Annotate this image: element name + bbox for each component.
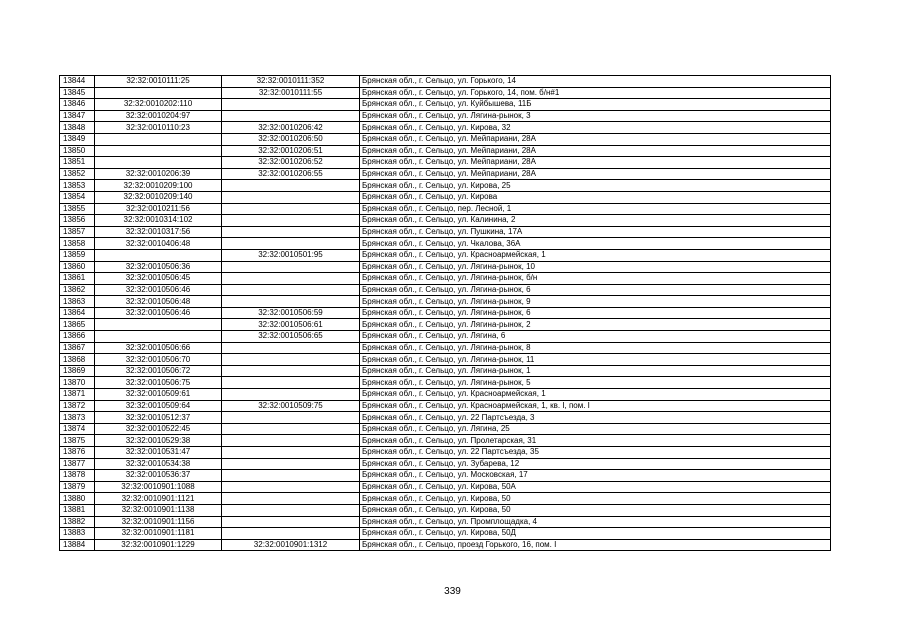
row-number-cell: 13857 xyxy=(60,226,95,238)
row-number-cell: 13873 xyxy=(60,412,95,424)
land-cadastral-number-cell: 32:32:0010509:64 xyxy=(95,400,222,412)
object-cadastral-number-cell xyxy=(222,342,360,354)
object-cadastral-number-cell xyxy=(222,377,360,389)
address-cell: Брянская обл., г. Сельцо, ул. Лягина-рынок, 11 xyxy=(360,354,831,366)
row-number-cell: 13870 xyxy=(60,377,95,389)
row-number-cell: 13872 xyxy=(60,400,95,412)
land-cadastral-number-cell: 32:32:0010506:46 xyxy=(95,284,222,296)
land-cadastral-number-cell: 32:32:0010531:47 xyxy=(95,447,222,459)
object-cadastral-number-cell xyxy=(222,238,360,250)
table-row xyxy=(60,203,831,215)
land-cadastral-number-cell: 32:32:0010536:37 xyxy=(95,470,222,482)
object-cadastral-number-cell: 32:32:0010506:65 xyxy=(222,331,360,343)
address-cell: Брянская обл., г. Сельцо, ул. Лягина, 25 xyxy=(360,423,831,435)
object-cadastral-number-cell xyxy=(222,191,360,203)
row-number-cell: 13845 xyxy=(60,87,95,99)
object-cadastral-number-cell xyxy=(222,354,360,366)
object-cadastral-number-cell xyxy=(222,447,360,459)
table-row xyxy=(60,191,831,203)
page-number: 339 xyxy=(444,586,461,597)
table-row xyxy=(60,296,831,308)
table-row xyxy=(60,307,831,319)
row-number-cell: 13878 xyxy=(60,470,95,482)
address-cell: Брянская обл., г. Сельцо, ул. Лягина-рынок, 6 xyxy=(360,307,831,319)
object-cadastral-number-cell xyxy=(222,493,360,505)
address-cell: Брянская обл., г. Сельцо, ул. Лягина-рынок, 5 xyxy=(360,377,831,389)
address-cell: Брянская обл., г. Сельцо, ул. Лягина-рынок, 1 xyxy=(360,365,831,377)
table-row xyxy=(60,504,831,516)
land-cadastral-number-cell xyxy=(95,145,222,157)
object-cadastral-number-cell xyxy=(222,273,360,285)
table-row xyxy=(60,516,831,528)
table-row xyxy=(60,389,831,401)
table-row xyxy=(60,331,831,343)
land-cadastral-number-cell: 32:32:0010534:38 xyxy=(95,458,222,470)
table-row xyxy=(60,528,831,540)
land-cadastral-number-cell: 32:32:0010202:110 xyxy=(95,99,222,111)
table-row xyxy=(60,423,831,435)
table-row xyxy=(60,110,831,122)
land-cadastral-number-cell: 32:32:0010506:36 xyxy=(95,261,222,273)
row-number-cell: 13848 xyxy=(60,122,95,134)
land-cadastral-number-cell: 32:32:0010512:37 xyxy=(95,412,222,424)
land-cadastral-number-cell: 32:32:0010406:48 xyxy=(95,238,222,250)
table-row xyxy=(60,133,831,145)
land-cadastral-number-cell: 32:32:0010522:45 xyxy=(95,423,222,435)
address-cell: Брянская обл., г. Сельцо, ул. Кирова, 50Д xyxy=(360,528,831,540)
land-cadastral-number-cell: 32:32:0010206:39 xyxy=(95,168,222,180)
table-row xyxy=(60,180,831,192)
object-cadastral-number-cell xyxy=(222,504,360,516)
address-cell: Брянская обл., г. Сельцо, ул. Кирова, 50 xyxy=(360,504,831,516)
row-number-cell: 13844 xyxy=(60,76,95,88)
row-number-cell: 13860 xyxy=(60,261,95,273)
object-cadastral-number-cell: 32:32:0010506:59 xyxy=(222,307,360,319)
object-cadastral-number-cell: 32:32:0010509:75 xyxy=(222,400,360,412)
table-row xyxy=(60,76,831,88)
object-cadastral-number-cell xyxy=(222,423,360,435)
land-cadastral-number-cell: 32:32:0010506:66 xyxy=(95,342,222,354)
row-number-cell: 13880 xyxy=(60,493,95,505)
land-cadastral-number-cell: 32:32:0010317:56 xyxy=(95,226,222,238)
object-cadastral-number-cell xyxy=(222,261,360,273)
table-row xyxy=(60,99,831,111)
address-cell: Брянская обл., г. Сельцо, ул. Лягина, 6 xyxy=(360,331,831,343)
row-number-cell: 13846 xyxy=(60,99,95,111)
address-cell: Брянская обл., г. Сельцо, ул. Красноармейская, 1, кв. I, пом. I xyxy=(360,400,831,412)
object-cadastral-number-cell: 32:32:0010111:55 xyxy=(222,87,360,99)
address-cell: Брянская обл., г. Сельцо, ул. Кирова, 50А xyxy=(360,481,831,493)
row-number-cell: 13867 xyxy=(60,342,95,354)
table-row xyxy=(60,261,831,273)
object-cadastral-number-cell xyxy=(222,458,360,470)
table-row xyxy=(60,493,831,505)
table-row xyxy=(60,400,831,412)
table-row xyxy=(60,377,831,389)
row-number-cell: 13859 xyxy=(60,249,95,261)
land-cadastral-number-cell: 32:32:0010211:56 xyxy=(95,203,222,215)
address-cell: Брянская обл., г. Сельцо, ул. Московская, 17 xyxy=(360,470,831,482)
row-number-cell: 13862 xyxy=(60,284,95,296)
table-row xyxy=(60,470,831,482)
row-number-cell: 13882 xyxy=(60,516,95,528)
object-cadastral-number-cell: 32:32:0010206:50 xyxy=(222,133,360,145)
table-row xyxy=(60,238,831,250)
address-cell: Брянская обл., г. Сельцо, ул. Лягина-рынок, 6 xyxy=(360,284,831,296)
row-number-cell: 13852 xyxy=(60,168,95,180)
address-cell: Брянская обл., г. Сельцо, ул. Куйбышева, 11Б xyxy=(360,99,831,111)
row-number-cell: 13850 xyxy=(60,145,95,157)
registry-table xyxy=(59,75,831,551)
land-cadastral-number-cell: 32:32:0010506:70 xyxy=(95,354,222,366)
row-number-cell: 13863 xyxy=(60,296,95,308)
address-cell: Брянская обл., г. Сельцо, ул. Мейпариани, 28А xyxy=(360,133,831,145)
row-number-cell: 13856 xyxy=(60,215,95,227)
land-cadastral-number-cell: 32:32:0010509:61 xyxy=(95,389,222,401)
row-number-cell: 13858 xyxy=(60,238,95,250)
address-cell: Брянская обл., г. Сельцо, ул. Лягина-рынок, 8 xyxy=(360,342,831,354)
land-cadastral-number-cell xyxy=(95,319,222,331)
land-cadastral-number-cell: 32:32:0010111:25 xyxy=(95,76,222,88)
land-cadastral-number-cell: 32:32:0010506:72 xyxy=(95,365,222,377)
registry-table-body xyxy=(60,76,831,551)
row-number-cell: 13853 xyxy=(60,180,95,192)
land-cadastral-number-cell: 32:32:0010209:140 xyxy=(95,191,222,203)
object-cadastral-number-cell: 32:32:0010506:61 xyxy=(222,319,360,331)
row-number-cell: 13879 xyxy=(60,481,95,493)
object-cadastral-number-cell xyxy=(222,412,360,424)
object-cadastral-number-cell xyxy=(222,481,360,493)
table-row xyxy=(60,226,831,238)
land-cadastral-number-cell: 32:32:0010529:38 xyxy=(95,435,222,447)
row-number-cell: 13869 xyxy=(60,365,95,377)
land-cadastral-number-cell: 32:32:0010901:1121 xyxy=(95,493,222,505)
object-cadastral-number-cell xyxy=(222,435,360,447)
row-number-cell: 13861 xyxy=(60,273,95,285)
table-row xyxy=(60,365,831,377)
address-cell: Брянская обл., г. Сельцо, ул. Промплощадка, 4 xyxy=(360,516,831,528)
address-cell: Брянская обл., г. Сельцо, ул. Лягина-рынок, 10 xyxy=(360,261,831,273)
address-cell: Брянская обл., г. Сельцо, ул. Кирова, 32 xyxy=(360,122,831,134)
address-cell: Брянская обл., г. Сельцо, ул. Мейпариани, 28А xyxy=(360,157,831,169)
land-cadastral-number-cell: 32:32:0010110:23 xyxy=(95,122,222,134)
land-cadastral-number-cell xyxy=(95,331,222,343)
table-row xyxy=(60,481,831,493)
object-cadastral-number-cell: 32:32:0010501:95 xyxy=(222,249,360,261)
land-cadastral-number-cell: 32:32:0010314:102 xyxy=(95,215,222,227)
land-cadastral-number-cell: 32:32:0010901:1138 xyxy=(95,504,222,516)
land-cadastral-number-cell xyxy=(95,133,222,145)
address-cell: Брянская обл., г. Сельцо, ул. 22 Партсъезда, 35 xyxy=(360,447,831,459)
table-row xyxy=(60,458,831,470)
row-number-cell: 13864 xyxy=(60,307,95,319)
address-cell: Брянская обл., г. Сельцо, ул. Лягина-рынок, 9 xyxy=(360,296,831,308)
object-cadastral-number-cell xyxy=(222,226,360,238)
address-cell: Брянская обл., г. Сельцо, проезд Горького, 16, пом. I xyxy=(360,539,831,551)
land-cadastral-number-cell xyxy=(95,249,222,261)
land-cadastral-number-cell: 32:32:0010506:48 xyxy=(95,296,222,308)
row-number-cell: 13881 xyxy=(60,504,95,516)
table-row xyxy=(60,168,831,180)
address-cell: Брянская обл., г. Сельцо, ул. Чкалова, 36А xyxy=(360,238,831,250)
row-number-cell: 13847 xyxy=(60,110,95,122)
row-number-cell: 13871 xyxy=(60,389,95,401)
land-cadastral-number-cell: 32:32:0010901:1156 xyxy=(95,516,222,528)
address-cell: Брянская обл., г. Сельцо, ул. Красноармейская, 1 xyxy=(360,249,831,261)
object-cadastral-number-cell: 32:32:0010111:352 xyxy=(222,76,360,88)
object-cadastral-number-cell xyxy=(222,365,360,377)
row-number-cell: 13874 xyxy=(60,423,95,435)
table-row xyxy=(60,145,831,157)
object-cadastral-number-cell xyxy=(222,215,360,227)
land-cadastral-number-cell: 32:32:0010901:1181 xyxy=(95,528,222,540)
address-cell: Брянская обл., г. Сельцо, ул. Красноармейская, 1 xyxy=(360,389,831,401)
land-cadastral-number-cell: 32:32:0010204:97 xyxy=(95,110,222,122)
address-cell: Брянская обл., г. Сельцо, ул. Горького, 14 xyxy=(360,76,831,88)
address-cell: Брянская обл., г. Сельцо, пер. Лесной, 1 xyxy=(360,203,831,215)
address-cell: Брянская обл., г. Сельцо, ул. Лягина-рынок, 3 xyxy=(360,110,831,122)
row-number-cell: 13884 xyxy=(60,539,95,551)
address-cell: Брянская обл., г. Сельцо, ул. Зубарева, 12 xyxy=(360,458,831,470)
address-cell: Брянская обл., г. Сельцо, ул. Лягина-рынок, 2 xyxy=(360,319,831,331)
table-row xyxy=(60,435,831,447)
address-cell: Брянская обл., г. Сельцо, ул. Калинина, 2 xyxy=(360,215,831,227)
land-cadastral-number-cell xyxy=(95,157,222,169)
table-row xyxy=(60,539,831,551)
object-cadastral-number-cell xyxy=(222,470,360,482)
object-cadastral-number-cell: 32:32:0010206:52 xyxy=(222,157,360,169)
table-row xyxy=(60,273,831,285)
table-row xyxy=(60,284,831,296)
object-cadastral-number-cell: 32:32:0010206:51 xyxy=(222,145,360,157)
object-cadastral-number-cell xyxy=(222,99,360,111)
row-number-cell: 13883 xyxy=(60,528,95,540)
table-row xyxy=(60,319,831,331)
row-number-cell: 13868 xyxy=(60,354,95,366)
object-cadastral-number-cell xyxy=(222,389,360,401)
table-row xyxy=(60,122,831,134)
table-row xyxy=(60,157,831,169)
table-row xyxy=(60,87,831,99)
object-cadastral-number-cell: 32:32:0010901:1312 xyxy=(222,539,360,551)
land-cadastral-number-cell: 32:32:0010209:100 xyxy=(95,180,222,192)
object-cadastral-number-cell xyxy=(222,203,360,215)
table-row xyxy=(60,249,831,261)
object-cadastral-number-cell: 32:32:0010206:42 xyxy=(222,122,360,134)
land-cadastral-number-cell: 32:32:0010901:1229 xyxy=(95,539,222,551)
address-cell: Брянская обл., г. Сельцо, ул. Мейпариани, 28А xyxy=(360,145,831,157)
address-cell: Брянская обл., г. Сельцо, ул. Пушкина, 17А xyxy=(360,226,831,238)
object-cadastral-number-cell xyxy=(222,284,360,296)
table-row xyxy=(60,412,831,424)
row-number-cell: 13849 xyxy=(60,133,95,145)
table-row xyxy=(60,354,831,366)
object-cadastral-number-cell xyxy=(222,516,360,528)
row-number-cell: 13851 xyxy=(60,157,95,169)
address-cell: Брянская обл., г. Сельцо, ул. Кирова, 25 xyxy=(360,180,831,192)
row-number-cell: 13877 xyxy=(60,458,95,470)
row-number-cell: 13865 xyxy=(60,319,95,331)
row-number-cell: 13855 xyxy=(60,203,95,215)
object-cadastral-number-cell xyxy=(222,528,360,540)
table-row xyxy=(60,447,831,459)
row-number-cell: 13876 xyxy=(60,447,95,459)
table-row xyxy=(60,215,831,227)
land-cadastral-number-cell: 32:32:0010506:46 xyxy=(95,307,222,319)
object-cadastral-number-cell xyxy=(222,110,360,122)
land-cadastral-number-cell: 32:32:0010506:75 xyxy=(95,377,222,389)
table-row xyxy=(60,342,831,354)
object-cadastral-number-cell: 32:32:0010206:55 xyxy=(222,168,360,180)
address-cell: Брянская обл., г. Сельцо, ул. Лягина-рынок, б/н xyxy=(360,273,831,285)
address-cell: Брянская обл., г. Сельцо, ул. Горького, 14, пом. б/н#1 xyxy=(360,87,831,99)
row-number-cell: 13866 xyxy=(60,331,95,343)
land-cadastral-number-cell: 32:32:0010506:45 xyxy=(95,273,222,285)
row-number-cell: 13875 xyxy=(60,435,95,447)
row-number-cell: 13854 xyxy=(60,191,95,203)
address-cell: Брянская обл., г. Сельцо, ул. Мейпариани, 28А xyxy=(360,168,831,180)
address-cell: Брянская обл., г. Сельцо, ул. Пролетарская, 31 xyxy=(360,435,831,447)
land-cadastral-number-cell: 32:32:0010901:1088 xyxy=(95,481,222,493)
land-cadastral-number-cell xyxy=(95,87,222,99)
address-cell: Брянская обл., г. Сельцо, ул. 22 Партсъезда, 3 xyxy=(360,412,831,424)
object-cadastral-number-cell xyxy=(222,296,360,308)
address-cell: Брянская обл., г. Сельцо, ул. Кирова xyxy=(360,191,831,203)
object-cadastral-number-cell xyxy=(222,180,360,192)
address-cell: Брянская обл., г. Сельцо, ул. Кирова, 50 xyxy=(360,493,831,505)
